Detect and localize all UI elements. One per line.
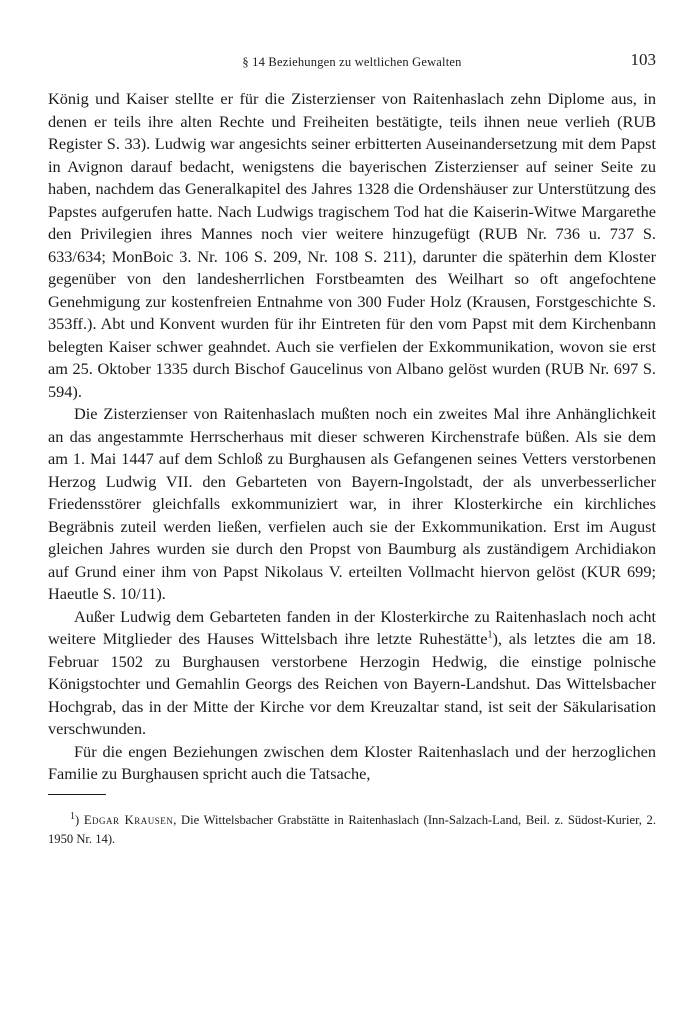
- paragraph-3: [48, 606, 656, 741]
- footnote-divider: [48, 794, 106, 795]
- running-head: [48, 50, 656, 74]
- book-page: [48, 50, 656, 849]
- footnote-marker: 1: [70, 810, 75, 822]
- page-number: 103: [630, 50, 656, 69]
- running-title: § 14 Beziehungen zu weltlichen Gewalten: [242, 55, 462, 69]
- paragraph-4: Für die engen Beziehungen zwischen dem Kloster Raitenhaslach und der herzoglichen Familie zu Burghausen spricht auch die Tatsache,: [48, 741, 656, 783]
- footnote-author: Edgar Krausen: [83, 812, 174, 827]
- paragraph-1: König und Kaiser stellte er für die Zisterzienser von Raitenhaslach zehn Diplome aus, in denen er teils ihre alten Rechte und Freiheiten bestätigte, teils ihnen neue verlieh (RUB Register S. 33). Ludwig war angesichts seiner erbitterten Auseinandersetzung mit dem Papst in Avignon darauf bedacht, wenigstens die bayerischen Zisterzienser auf seiner Seite zu haben, nachdem das Generalkapitel des Jahres 1328 die Ordenshäuser zur Unterstützung des Papstes aufgerufen hatte. Nach Ludwigs tragischem Tod hat die Kaiserin-Witwe Margarethe den Privilegien ihres Mannes noch vier weitere hinzugefügt (RUB Nr. 736 u. 737 S. 633/634; MonBoic 3. Nr. 106 S. 209, Nr. 108 S. 211), darunter die späterhin dem Kloster gegenüber von den landesherrlichen Forstbeamten des Weilhart so oft angefochtene Genehmigung zur kostenfreien Entnahme von 300 Fuder Holz (Krausen, Forstgeschichte S. 353ff.). Abt und Konvent wurden für ihr Eintreten für den vom Papst mit dem Kirchenbann belegten Kaiser schwer geahndet. Auch sie verfielen der Exkommunikation, wovon sie erst am 25. Oktober 1335 durch Bischof Gaucelinus von Albano gelöst wurden (RUB Nr. 697 S. 594).: [48, 89, 656, 401]
- footnote-text: , Die Wittelsbacher Grabstätte in Raitenhaslach (Inn-Salzach-Land, Beil. z. Südost-Kurier, 2. 1950 Nr. 14).: [48, 812, 656, 846]
- footnote-reference[interactable]: 1: [487, 629, 493, 641]
- footnote: $^1$) Edgar Krausen, Die Wittelsbacher Grabstätte in Raitenhaslach (Inn-Salzach-Land, Beil. z. Südost-Kurier, 2. 1950 Nr. 14).: [48, 810, 656, 846]
- paragraph-2: Die Zisterzienser von Raitenhaslach mußten noch ein zweites Mal ihre Anhänglichkeit an das angestammte Herrscherhaus mit dieser schweren Kirchenstrafe büßen. Als sie dem am 1. Mai 1447 auf dem Schloß zu Burghausen als Gefangenen seines Vetters verstorbenen Herzog Ludwig VII. den Gebarteten von Bayern-Ingolstadt, der als unverbesserlicher Friedensstörer gleichfalls exkommuniziert war, in ihrer Klosterkirche ein kirchliches Begräbnis zuteil werden ließen, verfielen auch sie der Exkommunikation. Erst im August gleichen Jahres wurden sie durch den Propst von Baumburg als zuständigem Archidiakon auf Grund einer ihm von Papst Nikolaus V. erteilten Vollmacht hiervon gelöst (KUR 699; Haeutle S. 10/11).: [48, 404, 656, 603]
- paragraph-3-part-2: ), als letztes die am 18. Februar 1502 zu Burghausen verstorbene Herzogin Hedwig, die einstige polnische Königstochter und Gemahlin Georgs des Reichen von Bayern-Landshut. Das Wittelsbacher Hochgrab, das in der Mitte der Kirche vor dem Kreuzaltar stand, ist seit der Säkularisation verschwunden.: [48, 629, 656, 738]
- body-text: [48, 88, 656, 786]
- paragraph-3-part-1: Außer Ludwig dem Gebarteten fanden in der Klosterkirche zu Raitenhaslach noch acht weitere Mitglieder des Hauses Wittelsbach ihre letzte Ruhestätte: [48, 606, 656, 648]
